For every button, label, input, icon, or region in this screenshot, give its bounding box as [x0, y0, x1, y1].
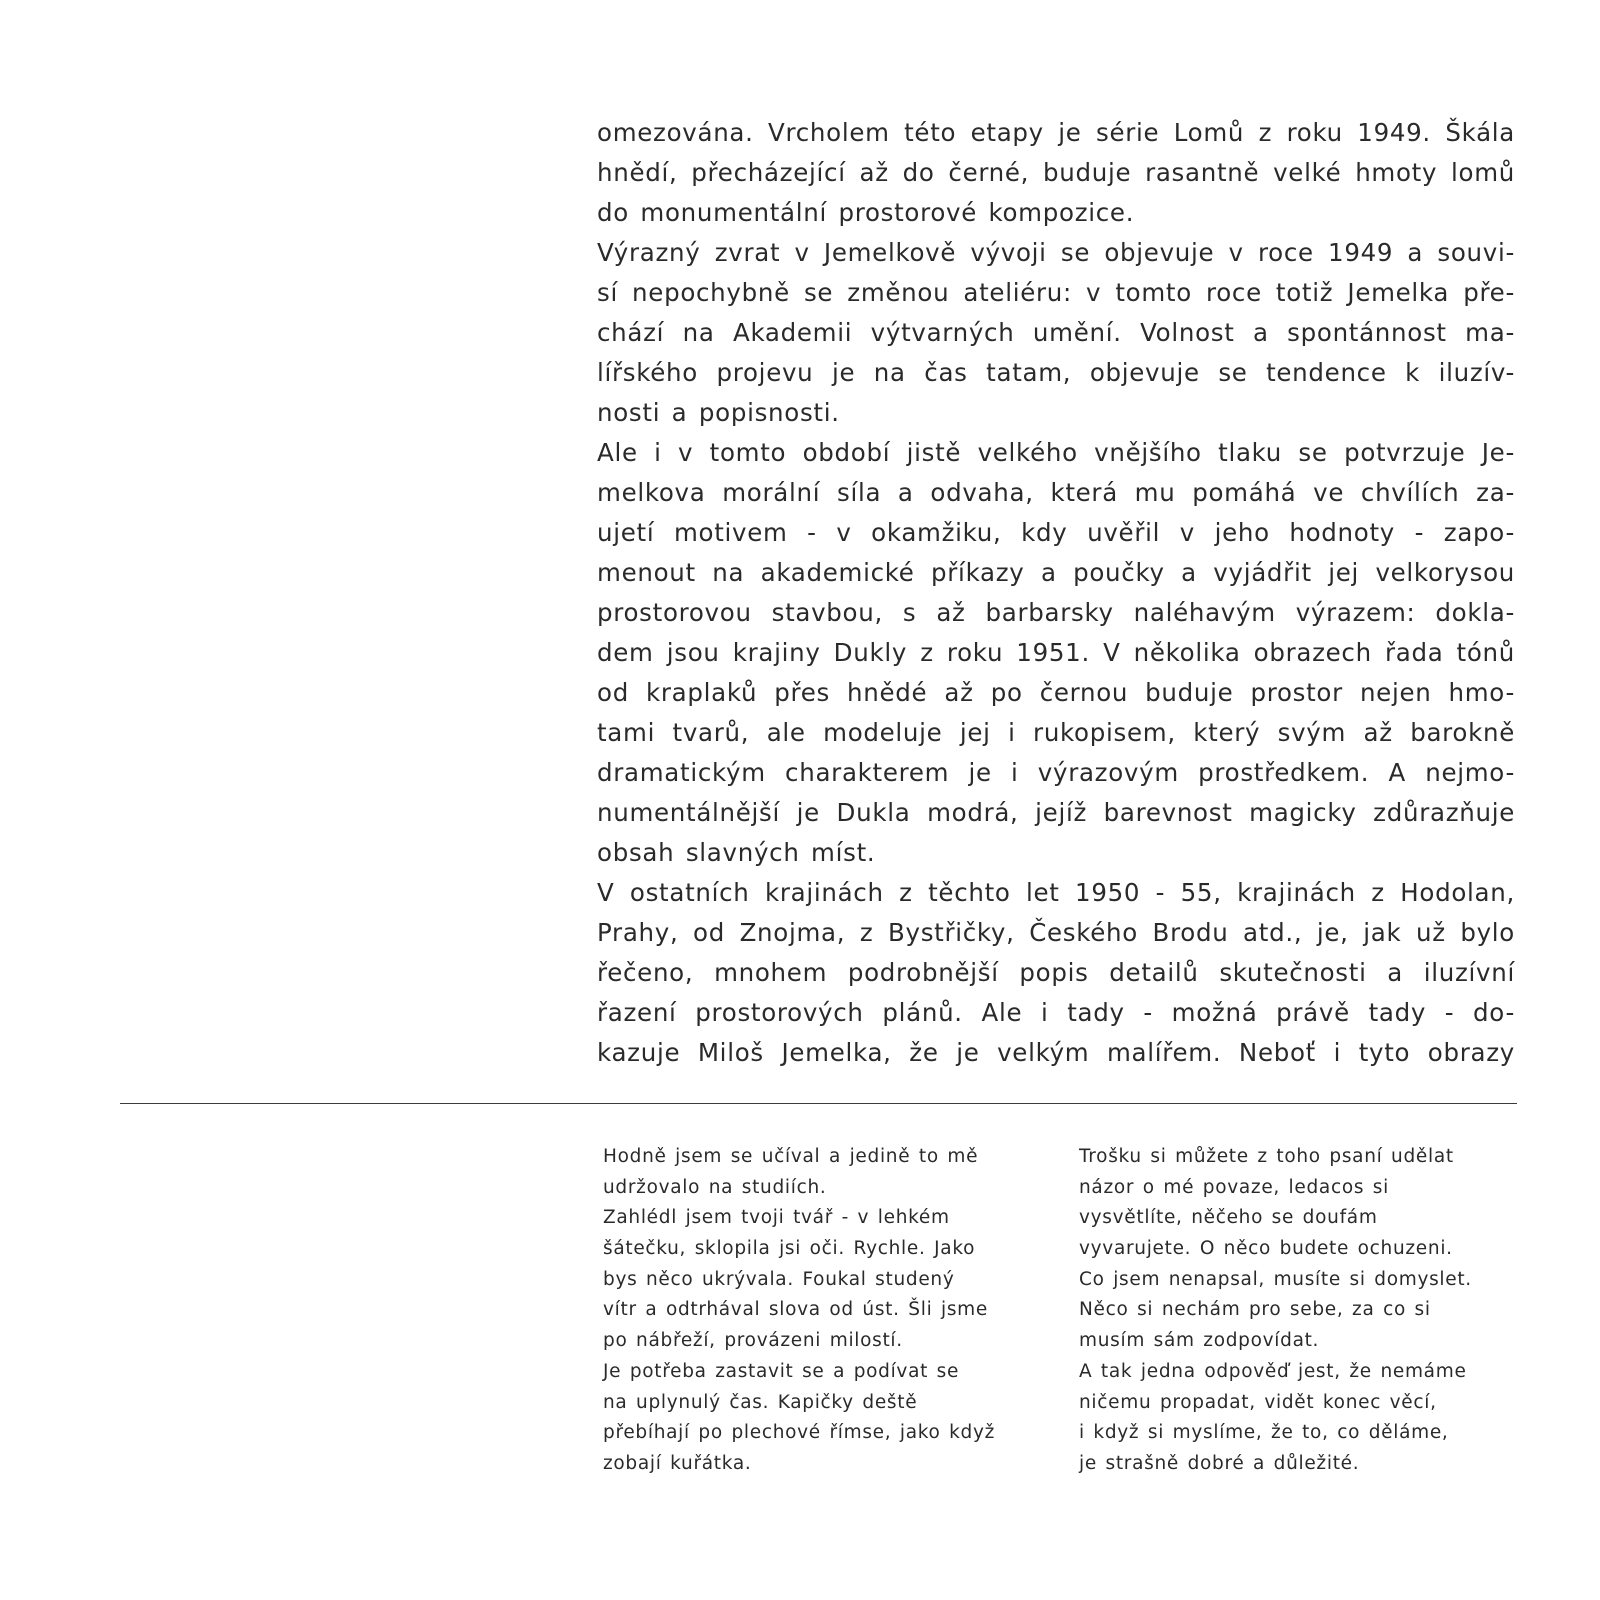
body-text-line: chází na Akademii výtvarných umění. Volnost a spontánnost ma- [597, 318, 1515, 347]
body-text-line: do monumentální prostorové kompozice. [597, 198, 1135, 227]
note-line: Co jsem nenapsal, musíte si domyslet. [1079, 1268, 1472, 1290]
body-text-line: menout na akademické příkazy a poučky a vyjádřit jej velkorysou [597, 558, 1515, 587]
note-line: vysvětlíte, něčeho se doufám [1079, 1207, 1378, 1229]
note-line: vítr a odtrhával slova od úst. Šli jsme [603, 1299, 988, 1321]
body-text-line: sí nepochybně se změnou ateliéru: v tomto roce totiž Jemelka pře- [597, 278, 1515, 307]
note-line: šátečku, sklopila jsi oči. Rychle. Jako [603, 1238, 976, 1260]
note-line: i když si myslíme, že to, co děláme, [1079, 1422, 1449, 1444]
note-line: A tak jedna odpověď jest, že nemáme [1079, 1360, 1467, 1382]
main-body-text [597, 113, 1515, 1073]
body-text-line: V ostatních krajinách z těchto let 1950 - 55, krajinách z Hodolan, [597, 878, 1515, 907]
note-line: ničemu propadat, vidět konec věcí, [1079, 1391, 1437, 1413]
body-text-line: prostorovou stavbou, s až barbarsky naléhavým výrazem: dokla- [597, 598, 1515, 627]
body-text-line: dramatickým charakterem je i výrazovým prostředkem. A nejmo- [597, 758, 1515, 787]
note-column-right [1079, 1142, 1539, 1480]
body-text-line: omezována. Vrcholem této etapy je série Lomů z roku 1949. Škála [597, 118, 1515, 147]
note-line: zobají kuřátka. [603, 1452, 752, 1474]
body-text-line: melkova morální síla a odvaha, která mu pomáhá ve chvílích za- [597, 478, 1515, 507]
note-line: bys něco ukrývala. Foukal studený [603, 1268, 955, 1290]
note-line: udržovalo na studiích. [603, 1176, 827, 1198]
body-text-line: Ale i v tomto období jistě velkého vnějšího tlaku se potvrzuje Je- [597, 438, 1515, 467]
note-line: po nábřeží, provázeni milostí. [603, 1330, 903, 1352]
note-line: Trošku si můžete z toho psaní udělat [1079, 1146, 1454, 1167]
note-line: vyvarujete. O něco budete ochuzeni. [1079, 1238, 1453, 1260]
body-text-line: řazení prostorových plánů. Ale i tady - možná právě tady - do- [597, 998, 1515, 1027]
note-column-left [603, 1142, 1043, 1480]
body-text-line: obsah slavných míst. [597, 838, 876, 867]
horizontal-divider [120, 1103, 1517, 1104]
note-line: je strašně dobré a důležité. [1079, 1452, 1360, 1474]
body-text-line: od kraplaků přes hnědé až po černou buduje prostor nejen hmo- [597, 678, 1515, 707]
body-text-line: lířského projevu je na čas tatam, objevuje se tendence k iluzív- [597, 358, 1515, 387]
body-text-line: hnědí, přecházející až do černé, buduje rasantně velké hmoty lomů [597, 158, 1515, 187]
note-line: Je potřeba zastavit se a podívat se [603, 1360, 960, 1382]
note-line: na uplynulý čas. Kapičky deště [603, 1391, 918, 1413]
note-line: přebíhají po plechové římse, jako když [603, 1422, 996, 1444]
body-text-line: řečeno, mnohem podrobnější popis detailů skutečnosti a iluzívní [597, 958, 1515, 987]
body-text-line: dem jsou krajiny Dukly z roku 1951. V několika obrazech řada tónů [597, 638, 1515, 667]
note-line: musím sám zodpovídat. [1079, 1330, 1320, 1352]
note-line: názor o mé povaze, ledacos si [1079, 1176, 1389, 1198]
body-text-line: Prahy, od Znojma, z Bystřičky, Českého Brodu atd., je, jak už bylo [597, 918, 1515, 947]
body-text-line: numentálnější je Dukla modrá, jejíž barevnost magicky zdůrazňuje [597, 798, 1515, 827]
note-line: Zahlédl jsem tvoji tvář - v lehkém [603, 1207, 950, 1229]
note-line: Hodně jsem se učíval a jedině to mě [603, 1146, 979, 1167]
body-text-line: Výrazný zvrat v Jemelkově vývoji se objevuje v roce 1949 a souvi- [597, 238, 1515, 267]
body-text-line: ujetí motivem - v okamžiku, kdy uvěřil v jeho hodnoty - zapo- [597, 518, 1515, 547]
body-text-line: nosti a popisnosti. [597, 398, 840, 427]
body-text-line: tami tvarů, ale modeluje jej i rukopisem, který svým až barokně [597, 718, 1515, 747]
note-line: Něco si nechám pro sebe, za co si [1079, 1299, 1431, 1321]
body-text-line: kazuje Miloš Jemelka, že je velkým malířem. Neboť i tyto obrazy [597, 1038, 1515, 1067]
